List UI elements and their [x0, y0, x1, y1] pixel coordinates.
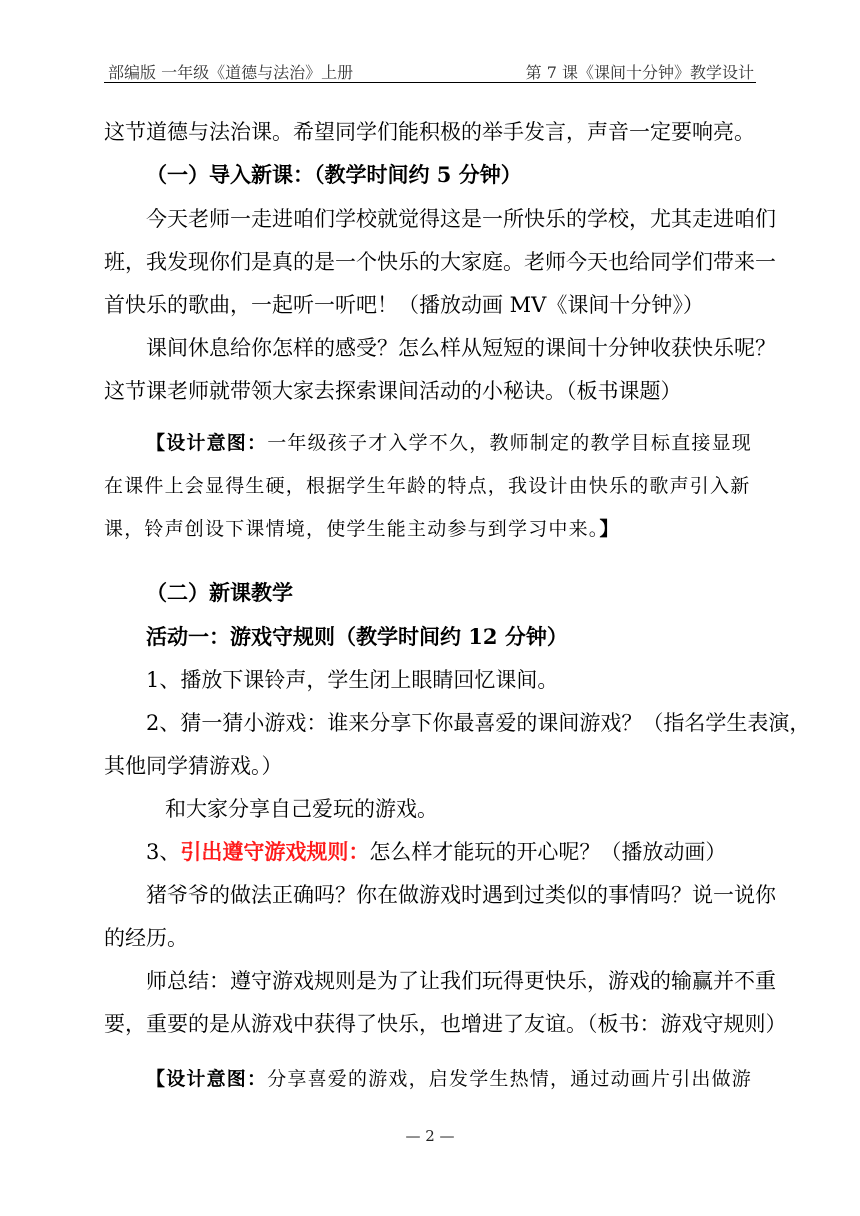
- design-intent-line: [104, 516, 620, 542]
- design-intent-label: 【设计意图：: [146, 432, 268, 454]
- page-header: [104, 60, 756, 83]
- paragraph-line: 班，我发现你们是真的是一个快乐的大家庭。老师今天也给同学们带来一: [104, 250, 776, 274]
- paragraph-line: 师总结：遵守游戏规则是为了让我们玩得更快乐，游戏的输赢并不重: [146, 969, 776, 993]
- design-intent-label: 【设计意图：: [146, 1068, 268, 1090]
- header-right: 第 7 课《课间十分钟》教学设计: [525, 63, 754, 82]
- page-number: — 2 —: [405, 1127, 455, 1145]
- design-intent-text: 课，铃声创设下课情境，使学生能主动参与到学习中来。: [104, 518, 600, 540]
- section-heading-intro: （一）导入新课：（教学时间约 5 分钟）: [146, 162, 522, 187]
- header-left: 部编版 一年级《道德与法治》上册: [108, 63, 354, 82]
- activity-heading: 活动一：游戏守规则（教学时间约 12 分钟）: [146, 624, 568, 649]
- paragraph-line: 其他同学猜游戏。）: [104, 754, 283, 778]
- step-line: 1、播放下课铃声，学生闭上眼睛回忆课间。: [146, 668, 559, 692]
- design-intent-line: [146, 1066, 752, 1092]
- step-number: 3、: [146, 840, 181, 864]
- step-text: 怎么样才能玩的开心呢？（播放动画）: [369, 840, 727, 864]
- design-intent-text: 一年级孩子才入学不久，教师制定的教学目标直接显现: [267, 432, 753, 454]
- design-intent-line: 在课件上会显得生硬，根据学生年龄的特点，我设计由快乐的歌声引入新: [104, 475, 751, 497]
- step-line: [146, 839, 726, 865]
- paragraph-line: 课间休息给你怎样的感受？怎么样从短短的课间十分钟收获快乐呢？: [146, 336, 776, 360]
- paragraph-line: 要，重要的是从游戏中获得了快乐，也增进了友谊。（板书：游戏守规则）: [104, 1012, 787, 1036]
- design-intent-line: [146, 430, 752, 456]
- step-line: 2、猜一猜小游戏：谁来分享下你最喜爱的课间游戏？（指名学生表演，: [146, 711, 811, 735]
- paragraph-line: 的经历。: [104, 926, 188, 950]
- paragraph-line: 这节道德与法治课。希望同学们能积极的举手发言，声音一定要响亮。: [104, 120, 755, 144]
- highlight-text: 引出遵守游戏规则：: [180, 839, 370, 864]
- section-heading-new-lesson: （二）新课教学: [146, 580, 293, 605]
- design-intent-close: 】: [599, 518, 620, 540]
- paragraph-line: 这节课老师就带领大家去探索课间活动的小秘诀。（板书课题）: [104, 379, 682, 403]
- paragraph-line: 和大家分享自己爱玩的游戏。: [165, 797, 438, 821]
- paragraph-line: 猪爷爷的做法正确吗？你在做游戏时遇到过类似的事情吗？说一说你: [146, 883, 776, 907]
- paragraph-line: 首快乐的歌曲，一起听一听吧！（播放动画 MV《课间十分钟》）: [104, 293, 704, 317]
- design-intent-text: 分享喜爱的游戏，启发学生热情，通过动画片引出做游: [267, 1068, 753, 1090]
- paragraph-line: 今天老师一走进咱们学校就觉得这是一所快乐的学校，尤其走进咱们: [146, 207, 776, 231]
